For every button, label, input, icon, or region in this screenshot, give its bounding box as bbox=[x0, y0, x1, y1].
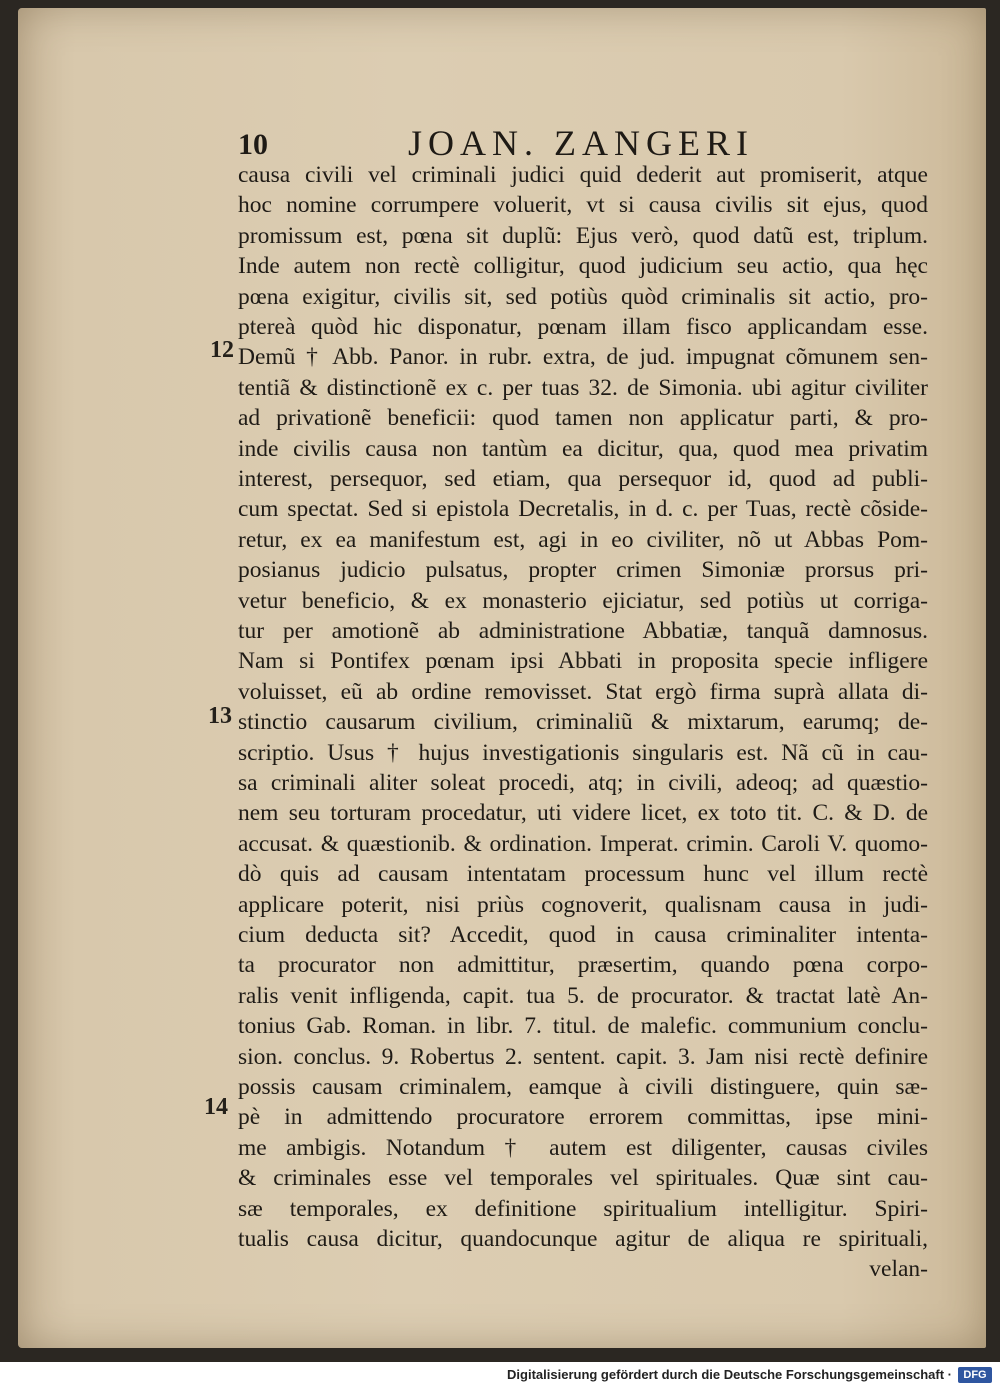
text-line: applicare poterit, nisi priùs cognoverit, qualisnam causa in judi- bbox=[238, 891, 928, 918]
text-line: dò quis ad causam intentatam processum hunc vel illum rectè bbox=[238, 861, 928, 888]
text-line: ta procurator non admittitur, præsertim, quando pœna corpo- bbox=[238, 952, 928, 979]
text-line: stinctio causarum civilium, criminaliũ & mixtarum, earumq; de- bbox=[238, 709, 928, 736]
margin-number-13: 13 bbox=[208, 703, 232, 729]
text-line: pœna exigitur, civilis sit, sed potiùs quòd criminalis sit actio, pro- bbox=[238, 283, 928, 310]
text-line: inde civilis causa non tantùm ea dicitur, qua, quod mea privatim bbox=[238, 435, 928, 462]
text-line: posianus judicio pulsatus, propter crimen Simoniæ prorsus pri- bbox=[238, 557, 928, 584]
text-line: me ambigis. Notandum † autem est diligenter, causas civiles bbox=[238, 1134, 928, 1161]
text-line: ralis venit infligenda, capit. tua 5. de procurator. & tractat latè An- bbox=[238, 982, 928, 1009]
text-line: tentiã & distinctionẽ ex c. per tuas 32. de Simonia. ubi agitur civiliter bbox=[238, 374, 928, 401]
text-line: causa civili vel criminali judici quid dederit aut promiserit, atque bbox=[238, 162, 928, 188]
text-line: tur per amotionẽ ab administratione Abbatiæ, tanquã damnosus. bbox=[238, 618, 928, 644]
text-line: possis causam criminalem, eamque à civili distinguere, quin sæ- bbox=[238, 1074, 928, 1100]
text-line: ad privationẽ beneficii: quod tamen non applicatur parti, & pro- bbox=[238, 405, 928, 432]
text-line: vetur beneficio, & ex monasterio ejiciatur, sed potiùs ut corriga- bbox=[238, 587, 928, 614]
text-line: Demũ † Abb. Panor. in rubr. extra, de jud. impugnat cõmunem sen- bbox=[238, 344, 928, 371]
page-number: 10 bbox=[238, 128, 268, 161]
text-line: & criminales esse vel temporales vel spirituales. Quæ sint cau- bbox=[238, 1165, 928, 1192]
text-line: Inde autem non rectè colligitur, quod judicium seu actio, qua hęc bbox=[238, 253, 928, 280]
text-line: nem seu torturam procedatur, uti videre licet, ex toto tit. C. & D. de bbox=[238, 800, 928, 827]
text-line: tonius Gab. Roman. in libr. 7. titul. de malefic. communium conclu- bbox=[238, 1013, 928, 1040]
text-line: sion. conclus. 9. Robertus 2. sentent. capit. 3. Jam nisi rectè definire bbox=[238, 1043, 928, 1070]
text-line: promissum est, pœna sit duplũ: Ejus verò, quod datũ est, triplum. bbox=[238, 222, 928, 249]
text-line: voluisset, eũ ab ordine removisset. Stat ergò firma suprà allata di- bbox=[238, 678, 928, 705]
text-line: accusat. & quæstionib. & ordination. Imperat. crimin. Caroli V. quomo- bbox=[238, 830, 928, 857]
text-line: interest, persequor, sed etiam, qua persequor id, quod ad publi- bbox=[238, 466, 928, 492]
dfg-logo: DFG bbox=[958, 1367, 992, 1383]
text-line: tualis causa dicitur, quandocunque agitur de aliqua re spirituali, bbox=[238, 1226, 928, 1252]
text-line: scriptio. Usus † hujus investigationis singularis est. Nã cũ in cau- bbox=[238, 739, 928, 766]
text-line: cium deducta sit? Accedit, quod in causa criminaliter intenta- bbox=[238, 922, 928, 948]
text-line: sæ temporales, ex definitione spiritualium intelligitur. Spiri- bbox=[238, 1195, 928, 1222]
text-line: cum spectat. Sed si epistola Decretalis, in d. c. per Tuas, rectè cõside- bbox=[238, 496, 928, 523]
running-head: JOAN. ZANGERI bbox=[408, 123, 754, 163]
text-line: ptereà quòd hic disponatur, pœnam illam fisco applicandam esse. bbox=[238, 314, 928, 340]
text-line: retur, ex ea manifestum est, agi in eo civiliter, nõ ut Abbas Pom- bbox=[238, 526, 928, 553]
text-line: velan- bbox=[869, 1256, 928, 1283]
text-line: sa criminali aliter soleat procedi, atq; in civili, adeoq; ad quæstio- bbox=[238, 770, 928, 796]
footer-bar bbox=[0, 1362, 1000, 1389]
margin-number-14: 14 bbox=[204, 1094, 228, 1120]
digitization-credit: Digitalisierung gefördert durch die Deutsche Forschungsgemeinschaft · bbox=[507, 1367, 952, 1382]
text-line: pè in admittendo procuratore errorem committas, ipse mini- bbox=[238, 1104, 928, 1131]
text-line: Nam si Pontifex pœnam ipsi Abbati in proposita specie infligere bbox=[238, 648, 928, 675]
margin-number-12: 12 bbox=[210, 337, 234, 363]
text-line: hoc nomine corrumpere voluerit, vt si causa civilis sit ejus, quod bbox=[238, 192, 928, 219]
